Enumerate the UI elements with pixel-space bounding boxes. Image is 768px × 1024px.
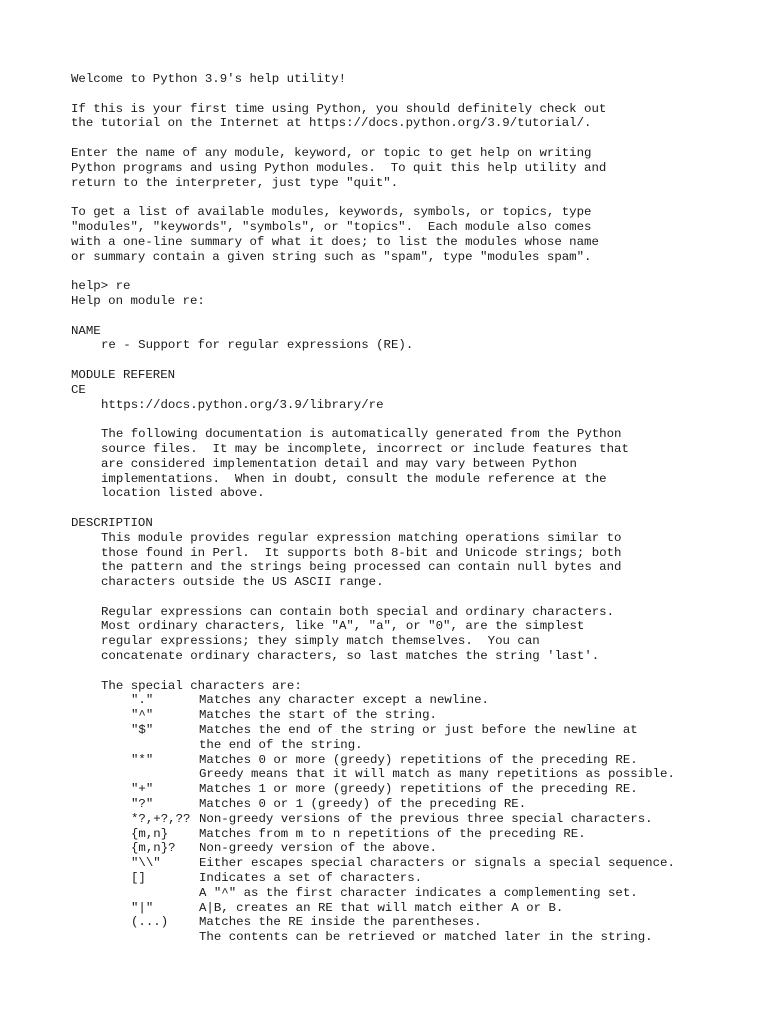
special-char-row [71, 856, 751, 871]
special-char-row [71, 886, 751, 901]
module-reference-line: source files. It may be incomplete, incorrect or include features that [101, 441, 629, 456]
intro-p1-line: the tutorial on the Internet at https://docs.python.org/3.9/tutorial/. [71, 116, 592, 131]
special-char-row [71, 767, 751, 782]
help-header: Help on module re: [71, 293, 205, 308]
help-prompt[interactable]: help> re [71, 279, 131, 294]
special-char-row [71, 738, 751, 753]
special-char-row [71, 693, 751, 708]
special-char-row [71, 841, 751, 856]
special-char-description: Matches the start of the string. [199, 708, 437, 723]
special-char-description: Matches 0 or more (greedy) repetitions of the preceding RE. [199, 752, 638, 767]
special-char-row [71, 782, 751, 797]
special-char-row [71, 812, 751, 827]
intro-p2-line: Python programs and using Python modules. To quit this help utility and [71, 160, 607, 175]
module-reference-line: The following documentation is automatically generated from the Python [101, 427, 622, 442]
special-char-description: the end of the string. [199, 737, 363, 752]
name-text: re - Support for regular expressions (RE). [101, 338, 414, 353]
special-char-symbol: "^" [131, 708, 154, 723]
special-char-description: Matches from m to n repetitions of the preceding RE. [199, 826, 586, 841]
description-p2-line: concatenate ordinary characters, so last matches the string 'last'. [101, 649, 600, 664]
special-char-symbol: "$" [131, 723, 154, 738]
special-char-description: Matches the end of the string or just before the newline at [199, 723, 638, 738]
intro-p3-line: "modules", "keywords", "symbols", or "topics". Each module also comes [71, 219, 592, 234]
module-reference-line: location listed above. [101, 486, 265, 501]
intro-p3-line: To get a list of available modules, keywords, symbols, or topics, type [71, 205, 592, 220]
special-char-row [71, 708, 751, 723]
special-char-row [71, 723, 751, 738]
intro-p2-line: Enter the name of any module, keyword, or topic to get help on writing [71, 145, 592, 160]
special-char-symbol: "+" [131, 782, 154, 797]
special-char-symbol: *?,+?,?? [131, 811, 191, 826]
special-char-symbol: "." [131, 693, 154, 708]
module-reference-line: implementations. When in doubt, consult the module reference at the [101, 471, 607, 486]
description-p2-line: Most ordinary characters, like "A", "a", or "0", are the simplest [101, 619, 585, 634]
special-char-row [71, 901, 751, 916]
name-heading: NAME [71, 323, 101, 338]
special-char-description: Matches 0 or 1 (greedy) of the preceding RE. [199, 797, 527, 812]
special-char-row [71, 797, 751, 812]
description-p2-line: Regular expressions can contain both special and ordinary characters. [101, 604, 615, 619]
module-reference-url[interactable]: https://docs.python.org/3.9/library/re [101, 397, 384, 412]
description-p1-line: characters outside the US ASCII range. [101, 575, 384, 590]
special-char-row [71, 915, 751, 930]
special-char-description: Matches the RE inside the parentheses. [199, 915, 482, 930]
special-char-description: Greedy means that it will match as many repetitions as possible. [199, 767, 675, 782]
module-reference-heading-cont: CE [71, 382, 86, 397]
terminal-output [71, 72, 751, 945]
description-p1-line: This module provides regular expression matching operations similar to [101, 530, 622, 545]
description-p1-line: those found in Perl. It supports both 8-bit and Unicode strings; both [101, 545, 622, 560]
special-char-description: Matches 1 or more (greedy) repetitions of the preceding RE. [199, 782, 638, 797]
special-char-row [71, 930, 751, 945]
module-reference-line: are considered implementation detail and may vary between Python [101, 456, 577, 471]
special-char-row [71, 871, 751, 886]
special-char-description: Matches any character except a newline. [199, 693, 489, 708]
special-char-symbol: (...) [131, 915, 169, 930]
intro-p1-line: If this is your first time using Python, you should definitely check out [71, 101, 607, 116]
intro-p3-line: with a one-line summary of what it does; to list the modules whose name [71, 234, 599, 249]
description-p1-line: the pattern and the strings being processed can contain null bytes and [101, 560, 622, 575]
description-heading: DESCRIPTION [71, 515, 153, 530]
welcome-line: Welcome to Python 3.9's help utility! [71, 72, 347, 86]
special-char-description: Non-greedy versions of the previous three special characters. [199, 811, 653, 826]
special-chars-intro: The special characters are: [101, 678, 302, 693]
special-char-description: Either escapes special characters or signals a special sequence. [199, 856, 675, 871]
intro-p2-line: return to the interpreter, just type "quit". [71, 175, 399, 190]
special-char-description: A "^" as the first character indicates a complementing set. [199, 885, 638, 900]
special-char-symbol: {m,n}? [131, 841, 176, 856]
special-char-description: Non-greedy version of the above. [199, 841, 437, 856]
special-char-row [71, 753, 751, 768]
special-char-symbol: "?" [131, 797, 154, 812]
special-char-symbol: "|" [131, 900, 154, 915]
module-reference-heading: MODULE REFEREN [71, 367, 176, 382]
special-char-row [71, 827, 751, 842]
special-char-symbol: {m,n} [131, 826, 169, 841]
intro-p3-line: or summary contain a given string such as "spam", type "modules spam". [71, 249, 592, 264]
special-char-description: Indicates a set of characters. [199, 871, 423, 886]
special-char-symbol: [] [131, 871, 146, 886]
special-char-symbol: "\\" [131, 856, 161, 871]
special-char-symbol: "*" [131, 752, 154, 767]
description-p2-line: regular expressions; they simply match themselves. You can [101, 634, 540, 649]
special-char-description: The contents can be retrieved or matched later in the string. [199, 930, 653, 945]
special-char-description: A|B, creates an RE that will match either A or B. [199, 900, 564, 915]
special-chars-list [71, 693, 751, 945]
